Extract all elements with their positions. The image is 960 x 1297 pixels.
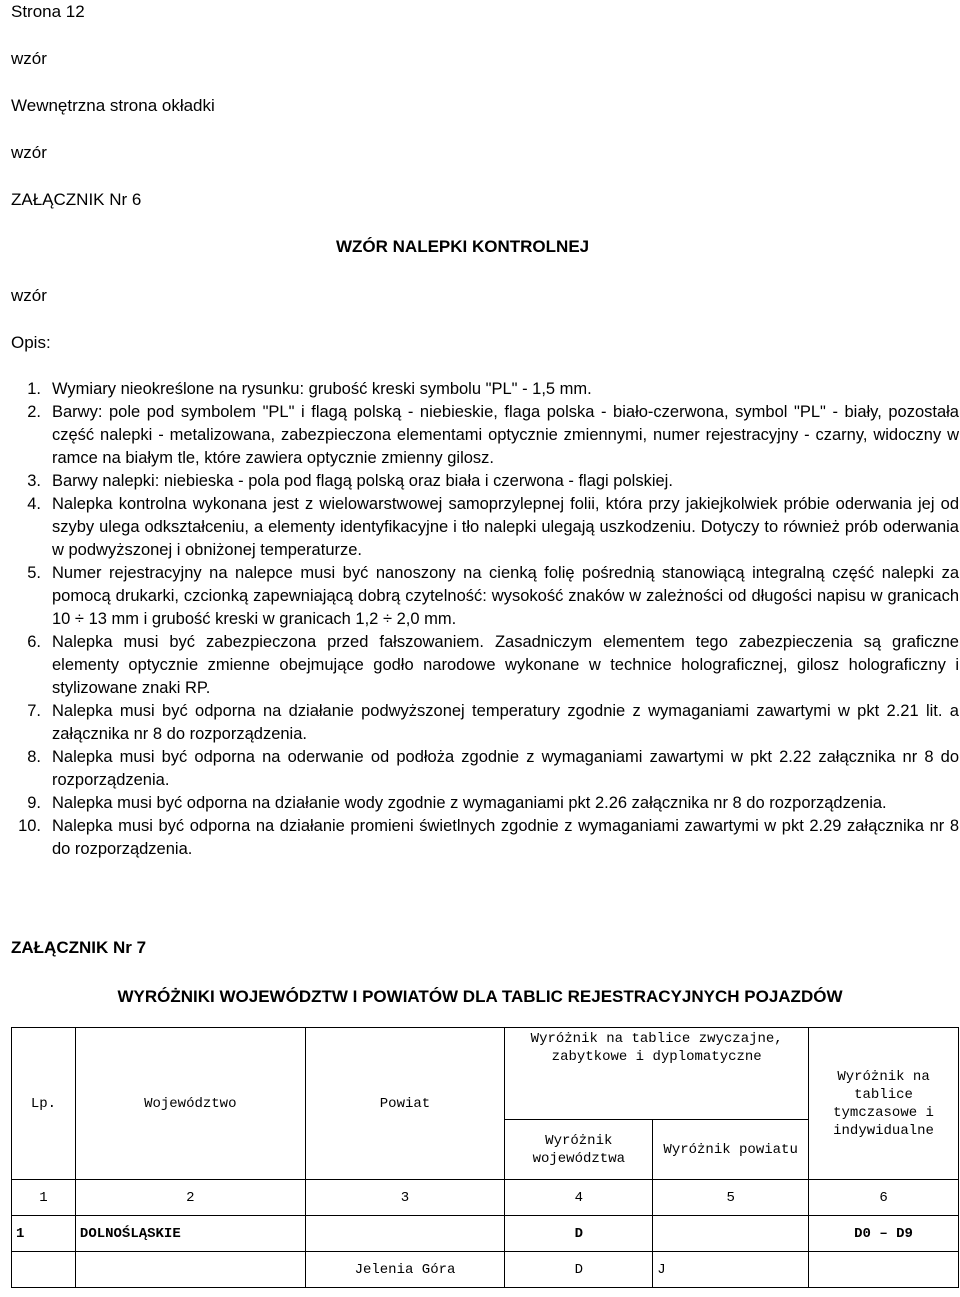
column-number: 3 [305,1180,505,1216]
list-item: 6. Nalepka musi być zabezpieczona przed fałszowaniem. Zasadniczym elementem tego zabezpieczenia są graficzne elementy optycznie zmienne obejmujące godło narodowe wykonane w technice holograficznej, gilosz holograficzny i stylizowane znaki RP. [27,633,959,697]
registration-table [11,1027,959,1288]
header-county-code: Wyróżnik powiatu [653,1120,809,1180]
cell-lp: 1 [12,1216,76,1252]
list-item: 5. Numer rejestracyjny na nalepce musi być nanoszony na cienką folię pośrednią stanowiącą integralną część nalepki za pomocą drukarki, czcionką zapewniającą dobrą czytelność: wysokość znaków w zależności od długości napisu w granicach 10 ÷ 13 mm i grubość kreski w granicach 1,2 ÷ 2,0 mm. [27,564,959,628]
list-item: 7. Nalepka musi być odporna na działanie podwyższonej temperatury zgodnie z wymaganiami zawartymi w pkt 2.21 lit. a załącznika nr 8 do rozporządzenia. [27,702,959,743]
description-label: Opis: [11,333,51,352]
wzor-label: wzór [11,49,47,68]
annex-7-heading: ZAŁĄCZNIK Nr 7 [11,938,147,957]
column-number: 1 [12,1180,76,1216]
cell-voivodeship: DOLNOŚLĄSKIE [75,1216,305,1252]
inner-cover-label: Wewnętrzna strona okładki [11,96,215,115]
list-item: 2. Barwy: pole pod symbolem "PL" i flagą polską - niebieskie, flaga polska - biało-czerwona, symbol "PL" - biały, pozostała część nalepki - metalizowana, zabezpieczona elementami optycznie zmiennymi, numer rejestracyjny - czarny, widoczny w ramce na białym tle, które zawiera optycznie zmienny gilosz. [27,403,959,467]
cell-temporary-code: D0 – D9 [809,1216,959,1252]
header-regular-plates: Wyróżnik na tablice zwyczajne, zabytkowe i dyplomatyczne [505,1028,809,1120]
requirements-list [11,378,959,861]
cell-county [305,1216,505,1252]
table-row [12,1216,959,1252]
list-item: 9. Nalepka musi być odporna na działanie wody zgodnie z wymaganiami pkt 2.26 załącznika nr 8 do rozporządzenia. [27,794,887,812]
cell-voivodeship-code: D [505,1252,653,1288]
list-item: 8. Nalepka musi być odporna na oderwanie od podłoża zgodnie z wymaganiami zawartymi w pkt 2.22 załącznika nr 8 do rozporządzenia. [27,748,959,789]
cell-county-code: J [653,1252,809,1288]
annex-6-title: WZÓR NALEPKI KONTROLNEJ [336,237,590,256]
table-row [12,1252,959,1288]
cell-voivodeship [75,1252,305,1288]
column-number: 2 [75,1180,305,1216]
header-county: Powiat [305,1028,505,1180]
column-number: 4 [505,1180,653,1216]
page-number: Strona 12 [11,2,85,21]
column-number: 6 [809,1180,959,1216]
header-lp: Lp. [12,1028,76,1180]
cell-temporary-code [809,1252,959,1288]
wzor-label: wzór [11,143,47,162]
cell-county-code [653,1216,809,1252]
annex-6-heading: ZAŁĄCZNIK Nr 6 [11,190,142,209]
list-item: 1. Wymiary nieokreślone na rysunku: grubość kreski symbolu "PL" - 1,5 mm. [27,380,592,398]
cell-lp [12,1252,76,1288]
annex-7-title: WYRÓŻNIKI WOJEWÓDZTW I POWIATÓW DLA TABLIC REJESTRACYJNYCH POJAZDÓW [117,987,843,1006]
column-number: 5 [653,1180,809,1216]
cell-county: Jelenia Góra [305,1252,505,1288]
header-temporary-plates: Wyróżnik na tablice tymczasowe i indywidualne [809,1028,959,1180]
list-item: 3. Barwy nalepki: niebieska - pola pod flagą polską oraz biała i czerwona - flagi polskiej. [27,472,673,490]
header-voivodeship-code: Wyróżnik województwa [505,1120,653,1180]
header-voivodeship: Województwo [75,1028,305,1180]
cell-voivodeship-code: D [505,1216,653,1252]
list-item: 10. Nalepka musi być odporna na działanie promieni świetlnych zgodnie z wymaganiami zawartymi w pkt 2.29 załącznika nr 8 do rozporządzenia. [18,817,959,858]
wzor-label: wzór [11,286,47,305]
list-item: 4. Nalepka kontrolna wykonana jest z wielowarstwowej samoprzylepnej folii, która przy jakiejkolwiek próbie oderwania jej od szyby ulega odkształceniu, a elementy identyfikacyjne i tło nalepki ulegają uszkodzeniu. Dotyczy to również prób oderwania w podwyższonej i obniżonej temperaturze. [27,495,959,559]
